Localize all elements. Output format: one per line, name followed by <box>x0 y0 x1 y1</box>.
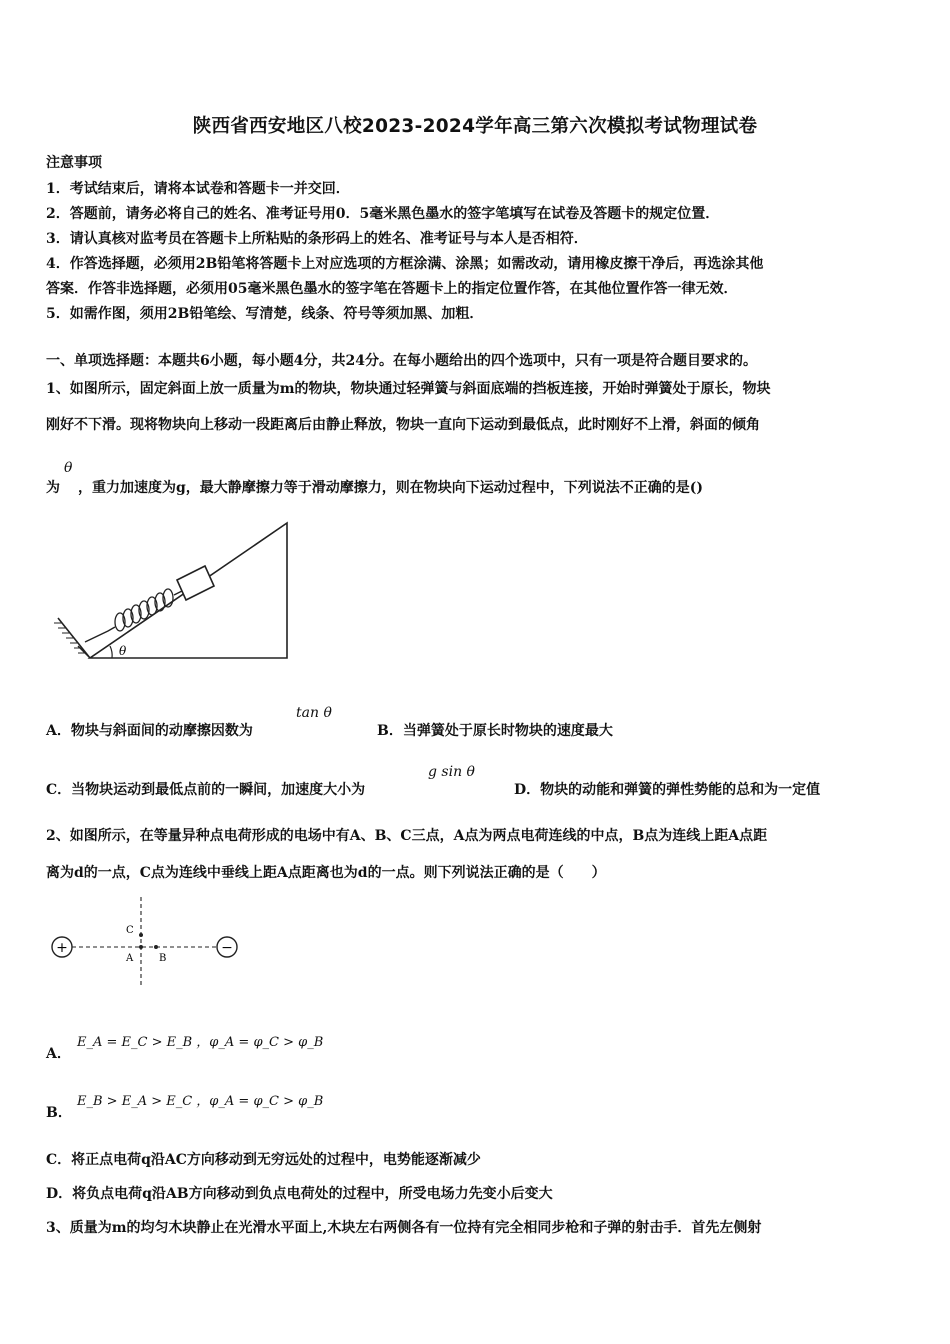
notice-item: 4．作答选择题，必须用2B铅笔将答题卡上对应选项的方框涂满、涂黑；如需改动，请用橡皮擦干净后，再选涂其他 <box>46 256 764 272</box>
q1-stem-line3-post: ，重力加速度为g，最大静摩擦力等于滑动摩擦力，则在物块向下运动过程中，下列说法不正确的是() <box>78 480 704 496</box>
point-c <box>139 933 143 937</box>
label-b: B <box>159 953 167 964</box>
q1-option-d: D．物块的动能和弹簧的弹性势能的总和为一定值 <box>514 782 821 798</box>
q1-option-c-math: g sin θ <box>428 764 475 780</box>
q2-option-b-math: E_B > E_A > E_C ，φ_A = φ_C > φ_B <box>77 1094 324 1109</box>
q1-stem-line3-pre: 为 <box>46 480 60 496</box>
q2-option-c: C．将正点电荷q沿AC方向移动到无穷远处的过程中，电势能逐渐减少 <box>46 1152 481 1168</box>
q1-stem-line2: 刚好不下滑。现将物块向上移动一段距离后由静止释放，物块一直向下运动到最低点，此时刚好不上滑，斜面的倾角 <box>46 417 760 433</box>
q3-stem-line1: 3、质量为m的均匀木块静止在光滑水平面上,木块左右两侧各有一位持有完全相同步枪和子弹的射击手．首先左侧射 <box>46 1220 762 1236</box>
spring-lead <box>85 627 115 642</box>
spring-coil <box>115 589 173 631</box>
charges-figure <box>45 893 245 988</box>
q1-stem-line1: 1、如图所示，固定斜面上放一质量为m的物块，物块通过轻弹簧与斜面底端的挡板连接，开始时弹簧处于原长，物块 <box>46 381 771 397</box>
q2-stem-line1: 2、如图所示，在等量异种点电荷形成的电场中有A、B、C三点，A点为两点电荷连线的中点，B点为连线上距A点距 <box>46 828 768 844</box>
positive-charge-sign: + <box>56 940 68 956</box>
exam-title: 陕西省西安地区八校2023-2024学年高三第六次模拟考试物理试卷 <box>192 116 758 137</box>
point-a <box>139 945 143 949</box>
notice-item: 2．答题前，请务必将自己的姓名、准考证号用0．5毫米黑色墨水的签字笔填写在试卷及答题卡的规定位置． <box>46 206 720 222</box>
notice-item: 1．考试结束后，请将本试卷和答题卡一并交回． <box>46 181 350 197</box>
section-heading: 一、单项选择题：本题共6小题，每小题4分，共24分。在每小题给出的四个选项中，只有一项是符合题目要求的。 <box>46 353 757 369</box>
q1-option-a: A．物块与斜面间的动摩擦因数为 <box>46 723 253 739</box>
q2-stem-line2: 离为d的一点，C点为连线中垂线上距A点距离也为d的一点。则下列说法正确的是（ ） <box>46 865 606 881</box>
q2-option-a-label: A． <box>46 1046 71 1062</box>
q1-option-a-math: tan θ <box>296 705 332 721</box>
q1-theta-symbol: θ <box>64 460 73 476</box>
q2-option-d: D．将负点电荷q沿AB方向移动到负点电荷处的过程中，所受电场力先变小后变大 <box>46 1186 553 1202</box>
incline-spring-figure <box>50 518 295 663</box>
negative-charge-sign: − <box>221 940 233 956</box>
notice-heading: 注意事项 <box>46 155 102 171</box>
label-a: A <box>126 953 134 964</box>
spring-end <box>174 591 182 595</box>
figure-theta-label: θ <box>119 644 127 658</box>
notice-item: 5．如需作图，须用2B铅笔绘、写清楚，线条、符号等须加黑、加粗． <box>46 306 484 322</box>
notice-item: 答案．作答非选择题，必须用05毫米黑色墨水的签字笔在答题卡上的指定位置作答，在其他位置作答一律无效． <box>46 281 738 297</box>
q1-option-c: C．当物块运动到最低点前的一瞬间，加速度大小为 <box>46 782 366 798</box>
baffle-hatching <box>54 623 86 653</box>
q2-option-b-label: B． <box>46 1105 72 1121</box>
q1-option-b: B．当弹簧处于原长时物块的速度最大 <box>377 723 613 739</box>
point-b <box>154 945 158 949</box>
notice-item: 3．请认真核对监考员在答题卡上所粘贴的条形码上的姓名、准考证号与本人是否相符． <box>46 231 588 247</box>
theta-arc <box>110 646 112 658</box>
label-c: C <box>126 925 134 936</box>
q2-option-a-math: E_A = E_C > E_B ，φ_A = φ_C > φ_B <box>77 1035 324 1050</box>
